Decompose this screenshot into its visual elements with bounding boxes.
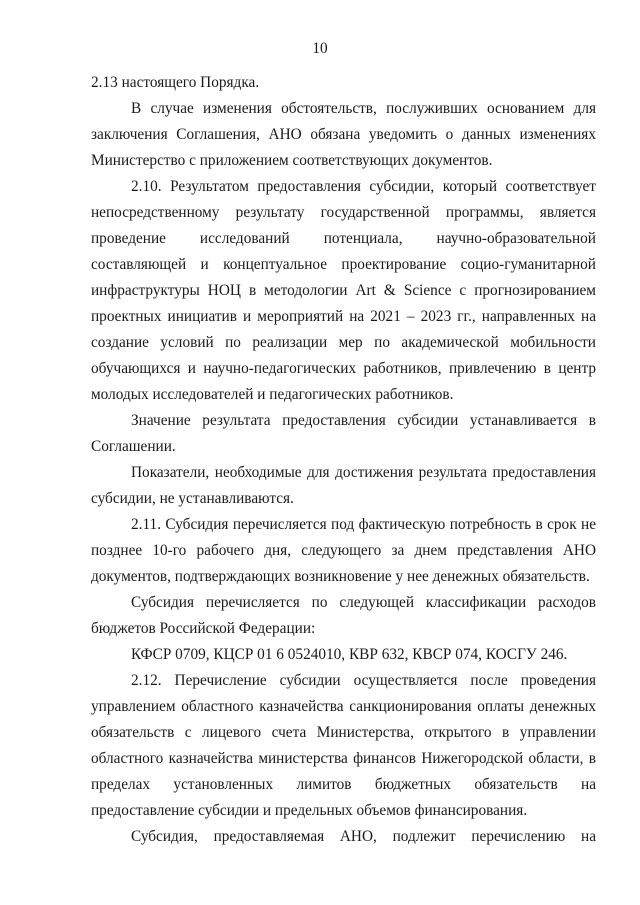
paragraph-continuation: 2.13 настоящего Порядка. xyxy=(91,74,260,91)
paragraph-2-10-result: 2.10. Результатом предоставления субсидии, который соответствует непосредственному результату государственной программы, является проведение исследований потенциала, научно-образовательной составляющей и концептуальное проектирование социо-гуманитарной инфраструктуры НОЦ в методологии Art & Science с прогнозированием проектных инициатив и мероприятий на 2021 – 2023 гг., направленных на создание условий по реализации мер по академической мобильности обучающихся и научно-педагогических работников, привлечению в центр молодых исследователей и педагогических работников. xyxy=(91,178,596,403)
paragraph-2-11-transfer: 2.11. Субсидия перечисляется под фактическую потребность в срок не позднее 10-го рабочего дня, следующего за днем представления АНО документов, подтверждающих возникновение у нее денежных обязательств. xyxy=(91,516,596,585)
paragraph-result-value: Значение результата предоставления субсидии устанавливается в Соглашении. xyxy=(91,412,596,455)
paragraph-indicators: Показатели, необходимые для достижения результата предоставления субсидии, не устанавливаются. xyxy=(91,464,596,507)
paragraph-budget-codes: КФСР 0709, КЦСР 01 6 0524010, КВР 632, КВСР 074, КОСГУ 246. xyxy=(131,646,568,663)
paragraph-2-12-treasury: 2.12. Перечисление субсидии осуществляется после проведения управлением областного казначейства санкционирования оплаты денежных обязательств с лицевого счета Министерства, открытого в управлении областного казначейства министерства финансов Нижегородской области, в пределах установленных лимитов бюджетных обязательств на предоставление субсидии и предельных объемов финансирования. xyxy=(91,672,596,819)
paragraph-subsidy-transfer: Субсидия, предоставляемая АНО, подлежит перечислению на xyxy=(131,828,596,845)
document-body xyxy=(91,70,596,850)
paragraph-classification: Субсидия перечисляется по следующей классификации расходов бюджетов Российской Федерации: xyxy=(91,594,596,637)
paragraph-notification: В случае изменения обстоятельств, послуживших основанием для заключения Соглашения, АНО обязана уведомить о данных изменениях Министерство с приложением соответствующих документов. xyxy=(91,100,596,169)
page-number: 10 xyxy=(312,40,328,57)
